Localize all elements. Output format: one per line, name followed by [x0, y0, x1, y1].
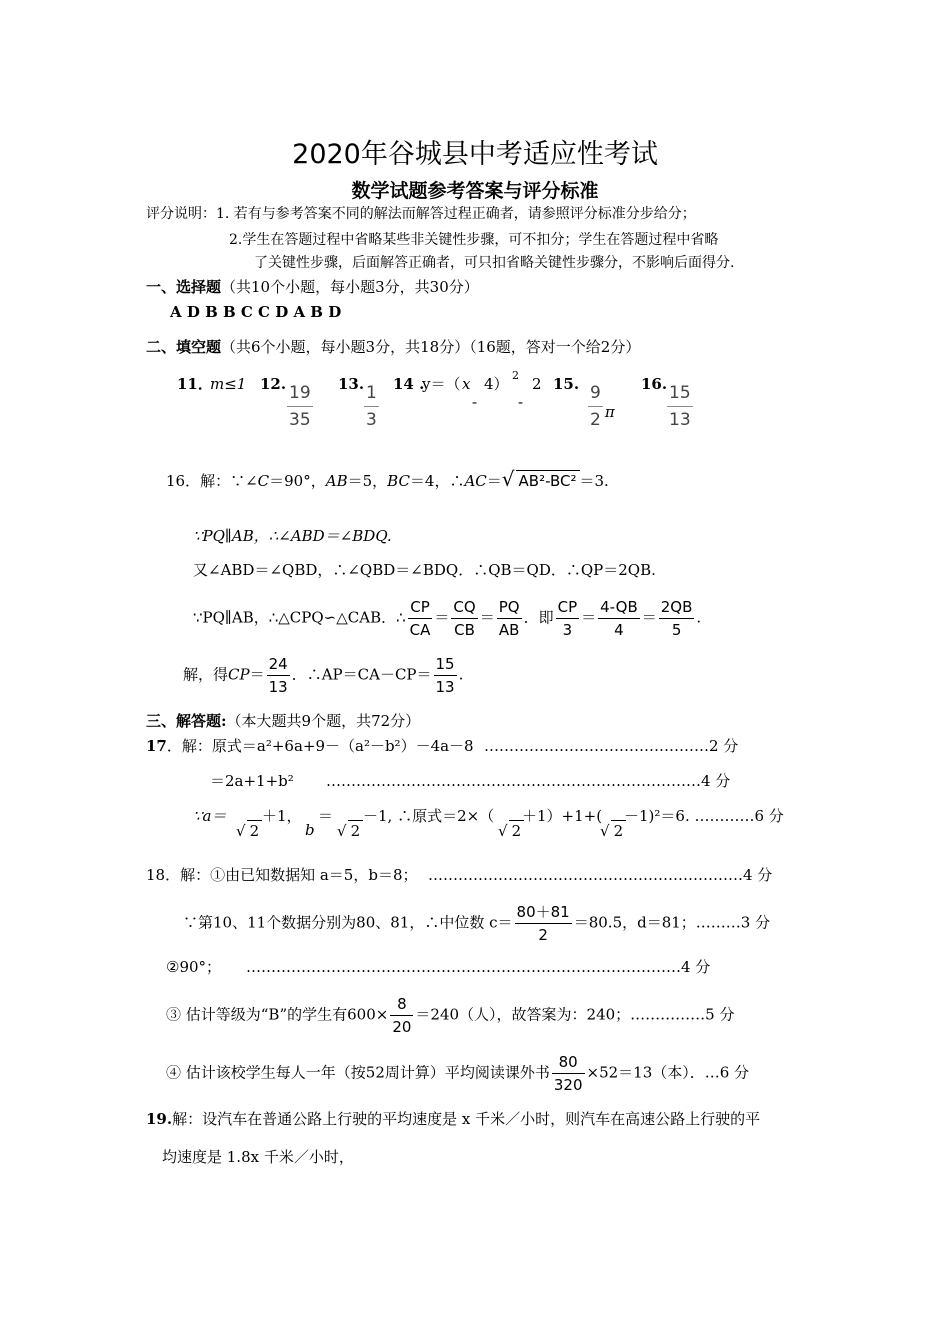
scoring-note-3: 了关键性步骤，后面解答正确者，可只扣省略关键性步骤分，不影响后面得分. [254, 255, 735, 271]
section-3-heading [146, 711, 420, 731]
q17-l3-c: b [305, 821, 315, 839]
numerator: 8 [390, 993, 413, 1016]
scoring-note-2: 2.学生在答题过程中省略某些非关键性步骤，可不扣分；学生在答题过程中省略 [229, 232, 719, 248]
text: ×52＝13（本）．…6 分 [586, 1063, 750, 1082]
q17-score-2: …………………………………………………………………4 分 [326, 772, 731, 790]
q12-number: 12. [260, 375, 287, 393]
sol16-line-2: ∵PQ∥AB，∴∠ABD＝∠BDQ. [193, 527, 392, 545]
text: ．即 [523, 608, 554, 627]
fraction [556, 596, 580, 641]
section-2-heading [146, 337, 640, 357]
fraction [552, 1051, 585, 1096]
text: ＝ [249, 665, 265, 684]
q14-answer-x: x [462, 375, 471, 393]
page-title: 2020年谷城县中考适应性考试 [292, 139, 658, 170]
q13-number: 13. [338, 375, 365, 393]
radicand: 2 [247, 820, 263, 841]
text: 16．解：∵∠ [166, 472, 258, 490]
text: ＝ [486, 472, 502, 490]
denominator: AB [498, 621, 520, 639]
q11-answer: m≤1 [210, 375, 247, 393]
q15-answer [586, 380, 615, 433]
q17-l3-g: －1)²＝6. …………6 分 [624, 807, 784, 825]
q14-answer-a: y＝（ [422, 375, 461, 393]
sol16-line-1 [166, 469, 609, 491]
denominator: CA [409, 621, 431, 639]
fraction [659, 596, 695, 641]
q14-exponent: 2 [512, 369, 519, 382]
q18-score-1: ………………………………………………………4 分 [428, 866, 773, 884]
q14-number: 14 . [393, 375, 425, 393]
fraction [667, 380, 693, 433]
section-2-title: 二、填空题 [146, 338, 222, 356]
numerator: 1 [364, 380, 379, 407]
text: ＝90°， [269, 472, 326, 490]
choice-answers: A D B B C C D A B D [170, 303, 342, 321]
text: AB [325, 472, 348, 490]
text: ∵第10、11个数据分别为80、81，∴中位数 c＝ [183, 913, 513, 932]
q17-l3-d: ＝ [318, 807, 334, 825]
text: ＝80.5，d＝81；………3 分 [573, 913, 771, 932]
pi-symbol: π [604, 402, 615, 421]
numerator: CP [556, 596, 580, 619]
sol16-line-4: ∵PQ∥AB，∴△CPQ∽△CAB．∴ $\frac{CP}{CA}$ ＝ $\frac{CQ}{CB}$ ＝ $\frac{PQ}{AB}$ ．即 $\frac{CP}{3}$ ＝ $\frac{4-QB}{4}$ ＝ $\frac{2QB}{5}$ . [193, 598, 702, 639]
fraction [598, 596, 640, 641]
q18-line-5 [166, 1051, 749, 1096]
text: ＝4，∴ [409, 472, 465, 490]
numerator: 2QB [659, 596, 695, 619]
radicand: AB²-BC² [516, 470, 580, 491]
q16-number: 16. [641, 375, 668, 393]
q17-l3-e: －1, ∴原式＝2×（ [363, 807, 495, 825]
numerator: PQ [497, 596, 522, 619]
text: AC [464, 472, 487, 490]
q12-answer [285, 380, 315, 433]
fraction [364, 380, 379, 433]
q18-score-3: ……………………………………………………………………………4 分 [246, 958, 711, 976]
q14-minus-2: - [518, 393, 524, 411]
denominator: CB [454, 621, 475, 639]
q17-sqrt2-2: √ 2 [337, 820, 363, 841]
denominator: 2 [538, 926, 548, 944]
fraction [267, 653, 290, 698]
q14-answer-b: 4） [484, 375, 509, 393]
q19-line-2: 均速度是 1.8x 千米／小时， [162, 1148, 354, 1166]
q17-score-1: ………………………………………2 分 [484, 737, 739, 755]
section-3-info: （本大题共9个题，共72分） [226, 712, 421, 730]
q18-line-3: ②90°； [166, 958, 222, 976]
scoring-note-1: 评分说明：1. 若有与参考答案不同的解法而解答过程正确者，请参照评分标准分步给分； [146, 206, 696, 222]
denominator: 3 [562, 621, 573, 639]
numerator: 15 [667, 380, 693, 407]
q13-answer [362, 380, 381, 433]
text: ＝240（人），故答案为：240；……………5 分 [415, 1005, 735, 1024]
q17-line-1 [146, 736, 474, 756]
text: 解，得 [183, 665, 229, 684]
q18-line-2 [183, 901, 770, 946]
sqrt-sign: √ [501, 467, 515, 491]
q16-answer [665, 380, 695, 433]
numerator: 80＋81 [515, 901, 572, 924]
fraction [408, 596, 433, 641]
q14-minus-1: - [472, 393, 478, 411]
text: ④ 估计该校学生每人一年（按52周计算）平均阅读课外书 [166, 1063, 550, 1082]
q11-number: 11． [177, 375, 213, 393]
q17-l3-a: ∵a＝ [193, 807, 227, 825]
denominator: 4 [614, 621, 624, 639]
text: ∵PQ∥AB，∴△CPQ∽△CAB．∴ [193, 608, 406, 627]
question-number: 17 [146, 737, 167, 755]
section-3-title: 三、解答题: [146, 712, 227, 730]
numerator: 4-QB [598, 596, 640, 619]
fraction [390, 993, 413, 1038]
fraction [451, 596, 477, 641]
numerator: CP [408, 596, 433, 619]
denominator: 13 [669, 410, 691, 430]
fraction [497, 596, 522, 641]
q17-sqrt2-4: √ 2 [600, 820, 626, 841]
denominator: 13 [435, 678, 455, 696]
q14-answer-c: 2 [532, 375, 542, 393]
text: ＝3. [579, 472, 609, 490]
numerator: 19 [287, 380, 313, 407]
denominator: 13 [268, 678, 288, 696]
fraction [287, 380, 313, 433]
denominator: 35 [289, 410, 311, 430]
text: ．解：原式＝a²+6a+9－（a²－b²）－4a－8 [166, 737, 474, 755]
text: ．∴AP＝CA－CP＝ [291, 665, 432, 684]
denominator: 3 [366, 410, 377, 430]
denominator: 5 [671, 621, 682, 639]
numerator: CQ [451, 596, 477, 619]
radicand: 2 [348, 820, 364, 841]
fraction [588, 380, 603, 433]
q19-line-1 [146, 1109, 760, 1129]
radicand: 2 [509, 820, 525, 841]
q17-l3-b: ＋1， [262, 807, 302, 825]
denominator: 2 [590, 410, 601, 430]
numerator: 9 [588, 380, 603, 407]
q17-sqrt2-3: √ 2 [498, 820, 524, 841]
q17-l3-f: ＋1）+1+( [522, 807, 603, 825]
text: 解：设汽车在普通公路上行驶的平均速度是 x 千米／小时，则汽车在高速公路上行驶的平 [172, 1110, 761, 1128]
sol16-line-3: 又∠ABD＝∠QBD，∴∠QBD＝∠BDQ．∴QB＝QD．∴QP＝2QB. [193, 561, 656, 579]
section-1-heading [146, 277, 479, 297]
section-2-info: （共6个小题，每小题3分，共18分）（16题，答对一个给2分） [221, 338, 641, 356]
numerator: 24 [267, 653, 290, 676]
q17-line-2: ＝2a+1+b² [210, 772, 294, 790]
question-number: 19. [146, 1110, 173, 1128]
sol16-line-5: 解，得CP＝ $\frac{24}{13}$ ．∴AP＝CA－CP＝ $\frac{15}{13}$ . [183, 655, 464, 696]
text: CP [228, 665, 250, 684]
text: BC [387, 472, 410, 490]
numerator: 80 [552, 1051, 585, 1074]
fraction [515, 901, 572, 946]
page-subtitle: 数学试题参考答案与评分标准 [351, 180, 599, 202]
section-1-info: （共10个小题，每小题3分，共30分） [221, 278, 479, 296]
text: ＝5， [347, 472, 388, 490]
denominator: 20 [392, 1018, 412, 1036]
radicand: 2 [611, 820, 627, 841]
section-1-title: 一、选择题 [146, 278, 222, 296]
q18-line-4 [166, 993, 735, 1038]
text: C [257, 472, 270, 490]
fraction [434, 653, 457, 698]
q15-number: 15. [553, 375, 580, 393]
q17-sqrt2-1: √ 2 [236, 820, 262, 841]
text: ③ 估计等级为“B”的学生有600× [166, 1005, 389, 1024]
q18-line-1: 18．解：①由已知数据知 a＝5，b＝8； [146, 866, 418, 884]
denominator: 320 [553, 1076, 583, 1094]
numerator: 15 [434, 653, 457, 676]
